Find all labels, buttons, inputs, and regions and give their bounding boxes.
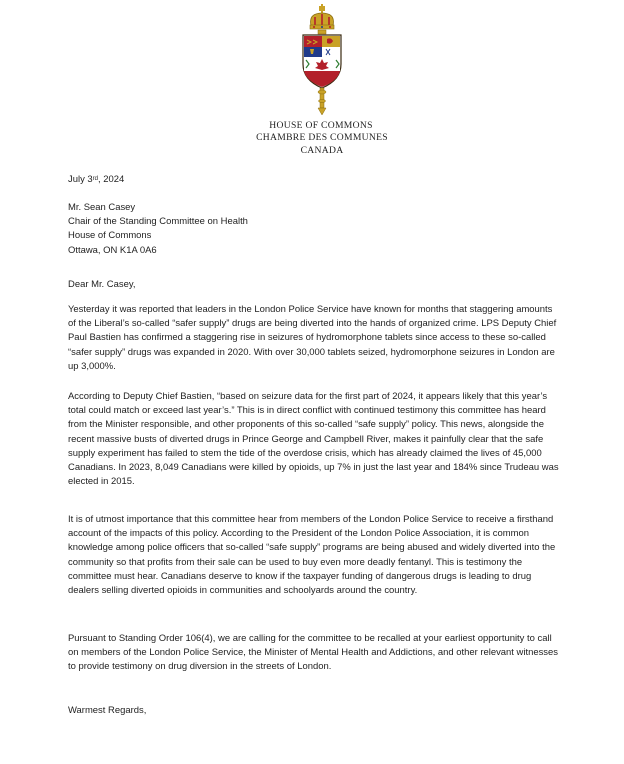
masthead-line-2: CHAMBRE DES COMMUNES [256,132,388,144]
body-paragraph-4: Pursuant to Standing Order 106(4), we are calling for the committee to be recalled at your earliest opportunity to call on members of the London Police Service, the Minister of Mental Health and Addictions, and other relevant witnesses to provide testimony on drug diversion in the streets of London. [68,633,558,673]
recipient-address [68,201,562,258]
date-rest: , 2024 [98,174,125,185]
letter-date [68,173,562,187]
shield-icon [303,35,341,88]
masthead [0,120,624,157]
date-suffix: rd [92,176,98,182]
body-paragraph-1: Yesterday it was reported that leaders in the London Police Service have known for months that staggering amounts of the Liberal’s so-called “safer supply” drugs are being diverted into the hands of organized crime. LPS Deputy Chief Paul Bastien has confirmed a staggering rise in seizures of hydromorphone tablets since access to these so-called “safer supply” drugs was expanded in 2020. With over 30,000 tablets seized, hydromorphone seizures in London are up 3,000%. [68,304,557,372]
recipient-city: Ottawa, ON K1A 0A6 [68,244,157,256]
crown-icon [310,4,334,29]
recipient-org: House of Commons [68,230,152,242]
salutation: Dear Mr. Casey, [68,279,136,290]
masthead-line-3: CANADA [300,144,344,156]
recipient-name: Mr. Sean Casey [68,202,136,213]
house-of-commons-crest-icon [297,4,347,116]
masthead-line-1: HOUSE OF COMMONS [269,120,373,131]
mace-icon [318,88,326,115]
body-paragraph-3: It is of utmost importance that this committee hear from members of the London Police Service to receive a firsthand account of the impacts of this policy. According to the President of the London Police Association, it is common knowledge among police officers that so-called “safe supply” programs are being abused and widely diverted into the community so that profits from their sale can be used to buy even more deadly fentanyl. This is testimony the committee must hear. Canadians deserve to know if the taxpayer funding of dangerous drugs is leading to drug dealers selling diverted opioids in communities and schoolyards around the country. [68,514,556,597]
closing: Warmest Regards, [68,705,147,716]
body-paragraph-2: According to Deputy Chief Bastien, “based on seizure data for the first part of 2024, it appears likely that this year’s total could match or exceed last year’s.” This is in direct conflict with continued testimony this committee has heard from the Minister responsible, and other proponents of this so-called “safe supply” policy. This news, alongside the recent massive busts of diverted drugs in Prince George and Campbell River, makes it painfully clear that the safe supply experiment has failed to stem the tide of the overdose crisis, which has already claimed the lives of 45,000 Canadians. In 2023, 8,049 Canadians were killed by opioids, up 7% in just the last year and 184% since Trudeau was elected in 2015. [68,391,559,488]
recipient-title: Chair of the Standing Committee on Health [68,216,248,228]
date-prefix: July 3 [68,174,93,185]
